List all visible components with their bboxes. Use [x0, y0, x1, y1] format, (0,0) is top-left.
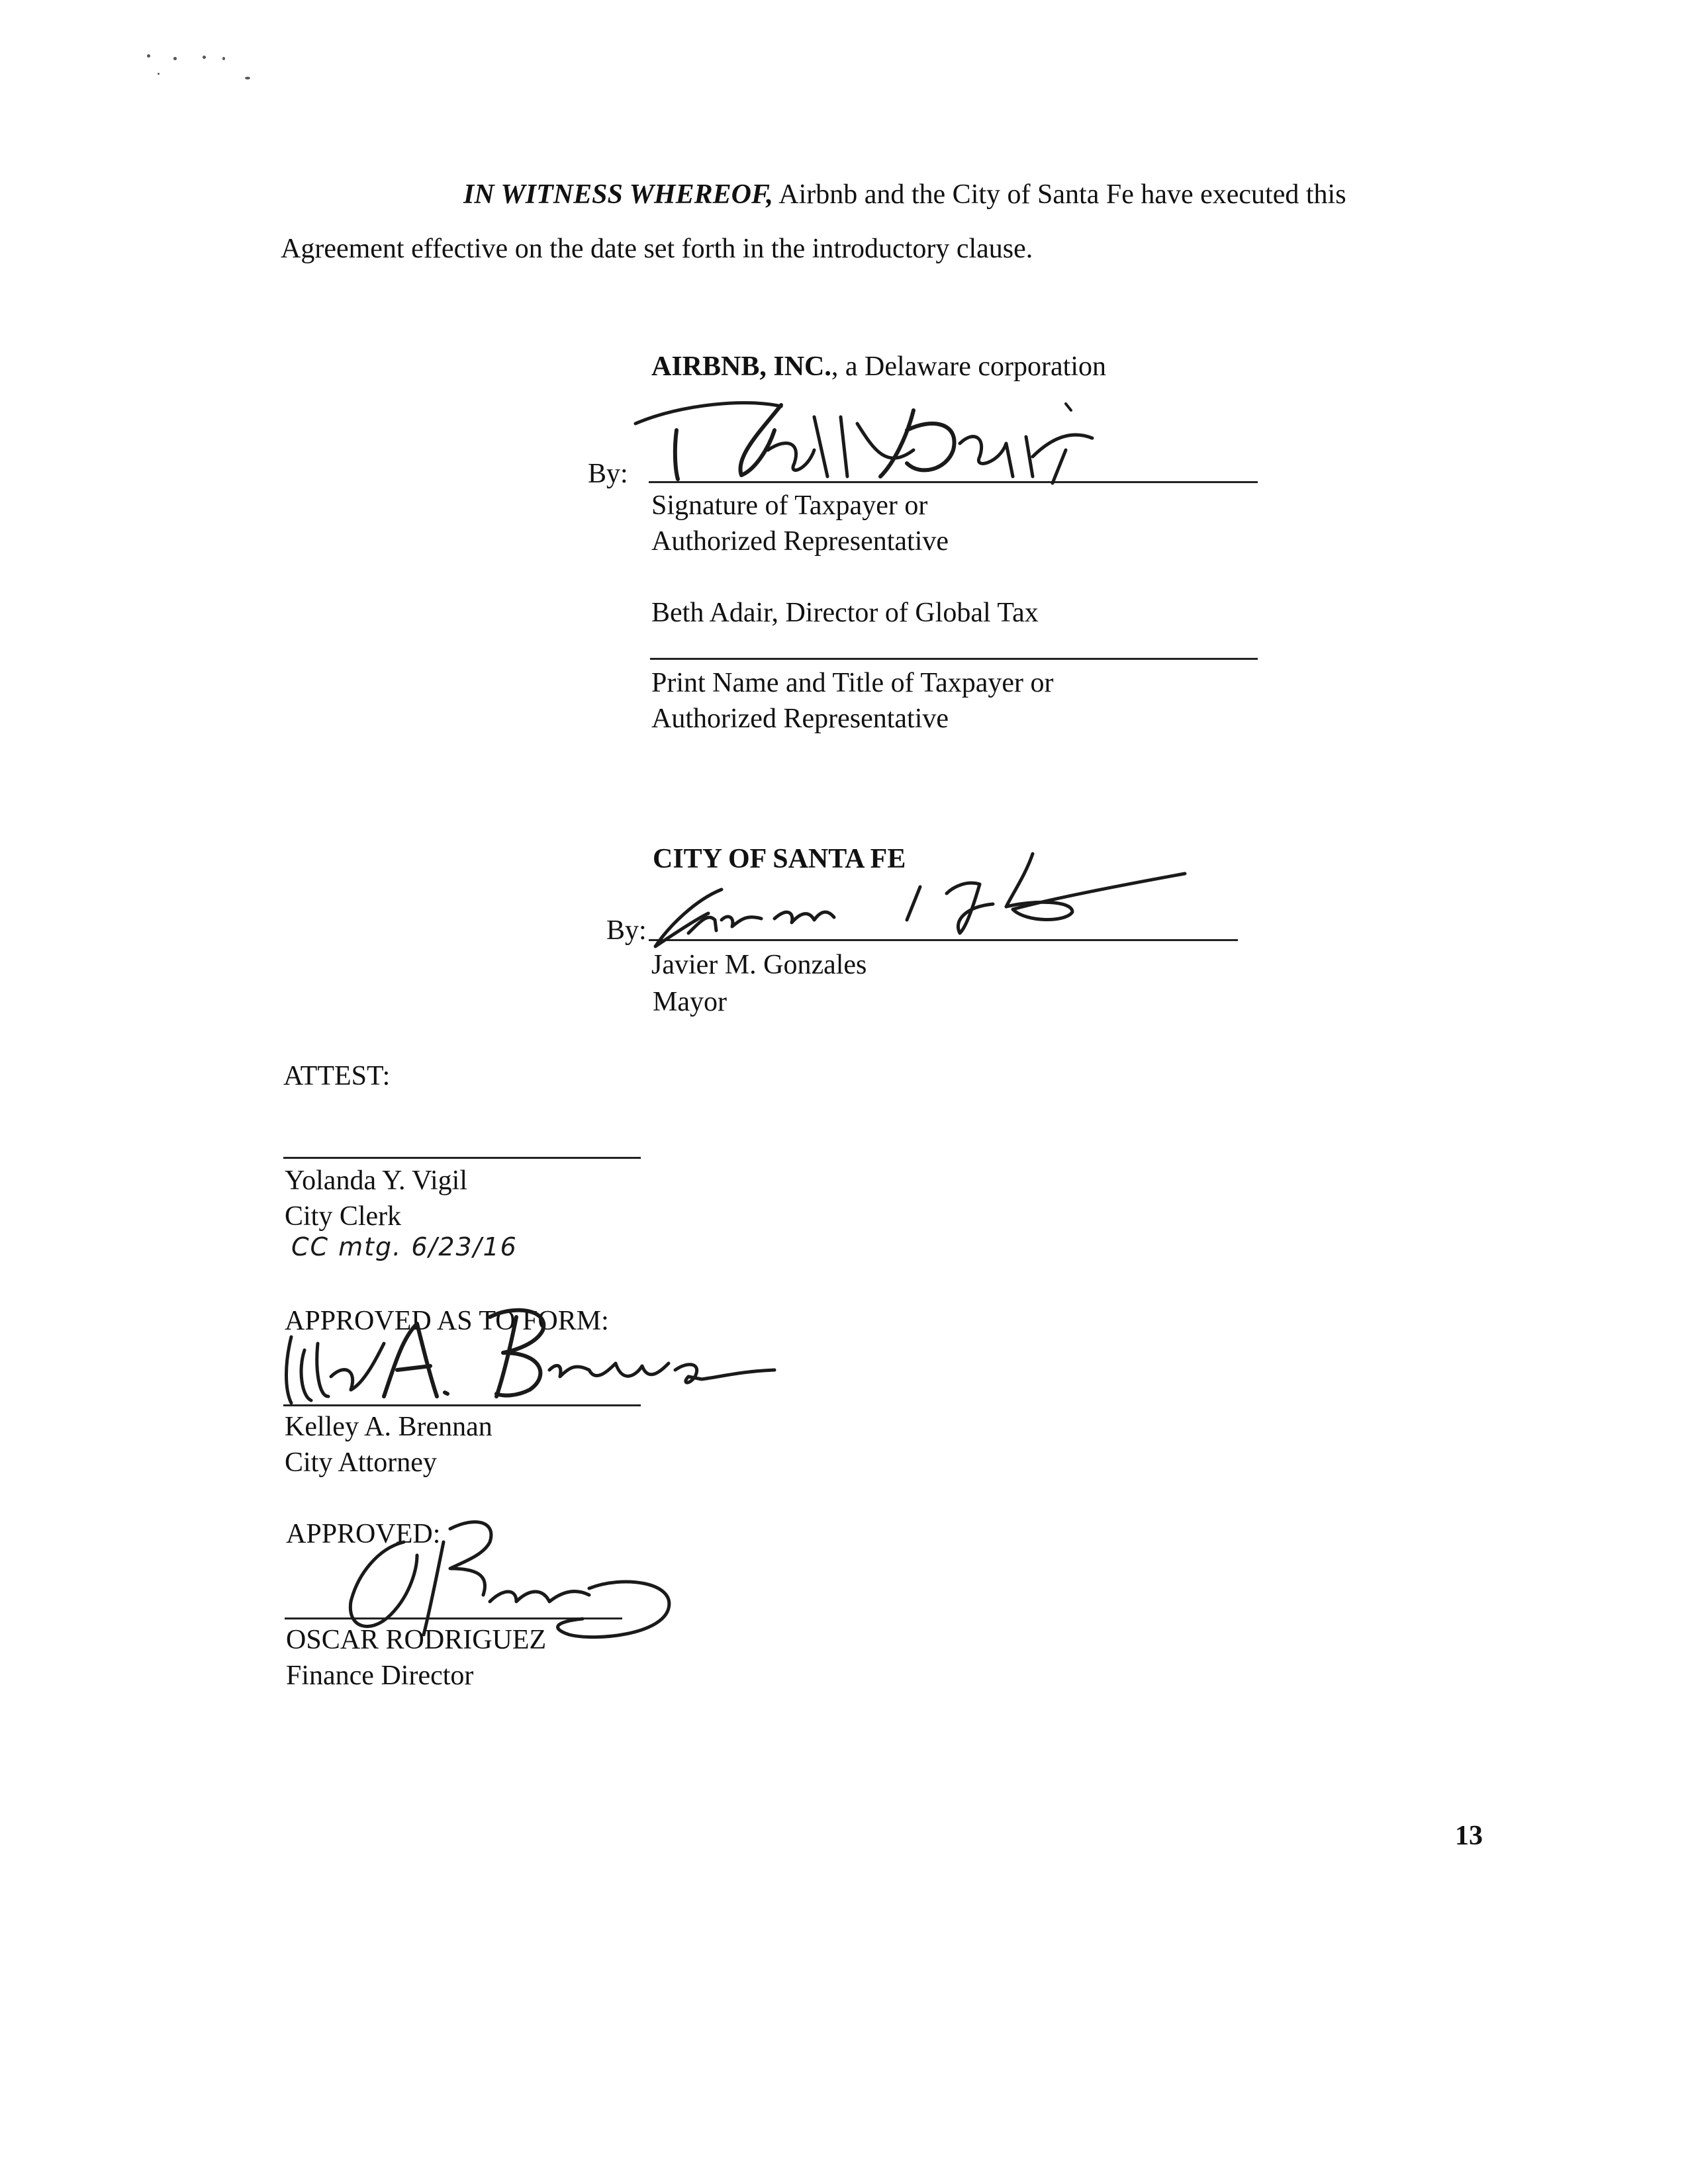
scan-speck [245, 77, 250, 79]
attest-label: ATTEST: [283, 1061, 391, 1091]
airbnb-printed-name: Beth Adair, Director of Global Tax [651, 598, 1039, 628]
scan-speck [203, 56, 206, 59]
javier-gonzales-signature [635, 841, 1192, 960]
airbnb-name-caption-1: Print Name and Title of Taxpayer or [651, 668, 1054, 698]
city-signer-title: Mayor [653, 987, 727, 1017]
scan-speck [222, 57, 225, 60]
airbnb-signature-caption-1: Signature of Taxpayer or [651, 490, 928, 521]
scan-speck [158, 73, 160, 75]
airbnb-company-name: AIRBNB, INC. [651, 351, 831, 382]
attest-handwritten-note: CC mtg. 6/23/16 [291, 1232, 518, 1261]
approved-title: Finance Director [286, 1661, 474, 1691]
approved-form-label: APPROVED AS TO FORM: [285, 1306, 609, 1336]
city-signer-name: Javier M. Gonzales [651, 950, 867, 980]
witness-emphasis: IN WITNESS WHEREOF, [463, 179, 774, 210]
airbnb-name-caption-2: Authorized Representative [651, 704, 949, 734]
airbnb-heading [651, 349, 1106, 384]
attest-title: City Clerk [285, 1201, 402, 1232]
approved-label: APPROVED: [286, 1519, 441, 1549]
beth-adair-signature [629, 390, 1105, 490]
scan-speck [173, 57, 177, 60]
approved-form-title: City Attorney [285, 1447, 437, 1478]
attest-signature-line [283, 1157, 641, 1159]
witness-line-1-rest: Airbnb and the City of Santa Fe have executed this [773, 179, 1346, 210]
kelley-brennan-signature [265, 1297, 794, 1416]
page-number: 13 [1455, 1821, 1483, 1851]
witness-line-1 [463, 177, 1346, 212]
airbnb-company-descriptor: , a Delaware corporation [831, 351, 1106, 382]
approved-form-name: Kelley A. Brennan [285, 1412, 492, 1442]
airbnb-by-label: By: [588, 459, 628, 489]
witness-line-2: Agreement effective on the date set forth in the introductory clause. [281, 234, 1033, 264]
airbnb-signature-caption-2: Authorized Representative [651, 526, 949, 557]
city-by-label: By: [606, 915, 647, 946]
scan-speck [147, 54, 150, 58]
airbnb-name-line [650, 658, 1258, 660]
approved-name: OSCAR RODRIGUEZ [286, 1625, 547, 1655]
attest-name: Yolanda Y. Vigil [285, 1165, 467, 1196]
city-heading: CITY OF SANTA FE [653, 844, 906, 874]
